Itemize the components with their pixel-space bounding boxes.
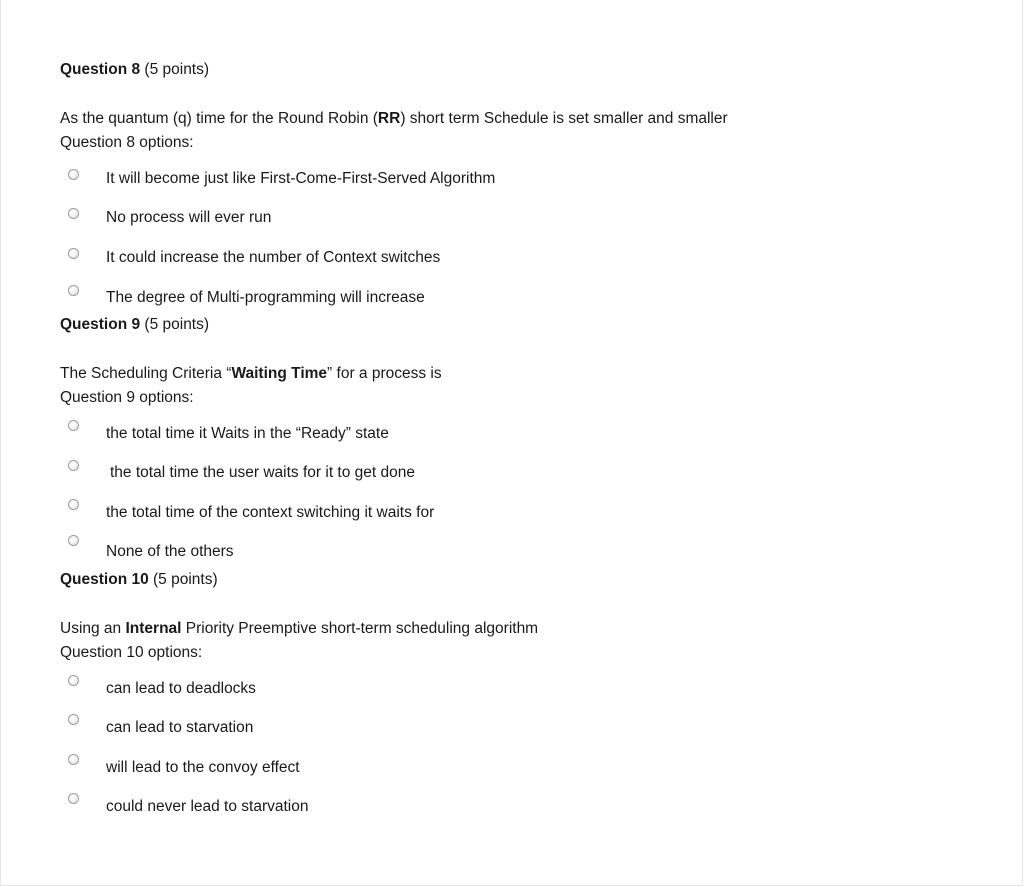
- radio-button[interactable]: [68, 793, 79, 804]
- options-label: Question 10 options:: [60, 644, 203, 661]
- question-text-part: ) short term Schedule is set smaller and smaller: [400, 110, 728, 127]
- option-row[interactable]: [60, 756, 860, 780]
- option-label[interactable]: will lead to the convoy effect: [106, 759, 300, 776]
- option-row[interactable]: [60, 716, 860, 740]
- question-points: (5 points): [148, 571, 218, 588]
- radio-button[interactable]: [68, 460, 79, 471]
- question-points: (5 points): [140, 316, 210, 333]
- option-row[interactable]: [60, 422, 860, 446]
- radio-button[interactable]: [68, 499, 79, 510]
- option-label[interactable]: can lead to starvation: [106, 719, 254, 736]
- question-text: [60, 617, 538, 641]
- options-label: Question 9 options:: [60, 389, 194, 406]
- question-heading: [60, 570, 218, 590]
- question-text-part: ” for a process is: [327, 365, 442, 382]
- question-text-bold: Internal: [125, 620, 182, 637]
- radio-button[interactable]: [68, 169, 79, 180]
- question-text-part: As the quantum (q) time for the Round Robin (: [60, 110, 378, 127]
- question-text-bold: Waiting Time: [231, 365, 328, 382]
- question-text-part: Using an: [60, 620, 126, 637]
- option-label[interactable]: the total time it Waits in the “Ready” state: [106, 425, 389, 442]
- radio-button[interactable]: [68, 754, 79, 765]
- option-label[interactable]: could never lead to starvation: [106, 798, 309, 815]
- option-row[interactable]: [60, 461, 860, 485]
- option-row[interactable]: [60, 677, 860, 701]
- option-row[interactable]: [60, 540, 860, 564]
- option-label[interactable]: the total time of the context switching it waits for: [106, 504, 435, 521]
- option-row[interactable]: [60, 501, 860, 525]
- question-heading: [60, 315, 209, 335]
- radio-button[interactable]: [68, 714, 79, 725]
- option-label[interactable]: can lead to deadlocks: [106, 680, 256, 697]
- question-number: Question 10: [60, 571, 149, 588]
- question-text: [60, 362, 442, 386]
- option-label[interactable]: It will become just like First-Come-First-Served Algorithm: [106, 170, 496, 187]
- question-points: (5 points): [140, 61, 210, 78]
- question-number: Question 9: [60, 316, 141, 333]
- question-number: Question 8: [60, 61, 141, 78]
- option-label[interactable]: The degree of Multi-programming will increase: [106, 289, 425, 306]
- option-label[interactable]: the total time the user waits for it to get done: [110, 464, 415, 481]
- radio-button[interactable]: [68, 535, 79, 546]
- question-text: [60, 107, 728, 131]
- question-heading: [60, 60, 209, 80]
- question-text-part: The Scheduling Criteria “: [60, 365, 232, 382]
- option-label[interactable]: No process will ever run: [106, 209, 272, 226]
- question-text-bold: RR: [377, 110, 401, 127]
- radio-button[interactable]: [68, 208, 79, 219]
- question-text-part: Priority Preemptive short-term scheduling algorithm: [181, 620, 539, 637]
- option-row[interactable]: [60, 286, 860, 310]
- option-label[interactable]: None of the others: [106, 543, 234, 560]
- radio-button[interactable]: [68, 248, 79, 259]
- radio-button[interactable]: [68, 420, 79, 431]
- radio-button[interactable]: [68, 675, 79, 686]
- option-row[interactable]: [60, 246, 860, 270]
- radio-button[interactable]: [68, 285, 79, 296]
- option-row[interactable]: [60, 206, 860, 230]
- options-label: Question 8 options:: [60, 134, 194, 151]
- option-label[interactable]: It could increase the number of Context switches: [106, 249, 441, 266]
- option-row[interactable]: [60, 795, 860, 819]
- option-row[interactable]: [60, 167, 860, 191]
